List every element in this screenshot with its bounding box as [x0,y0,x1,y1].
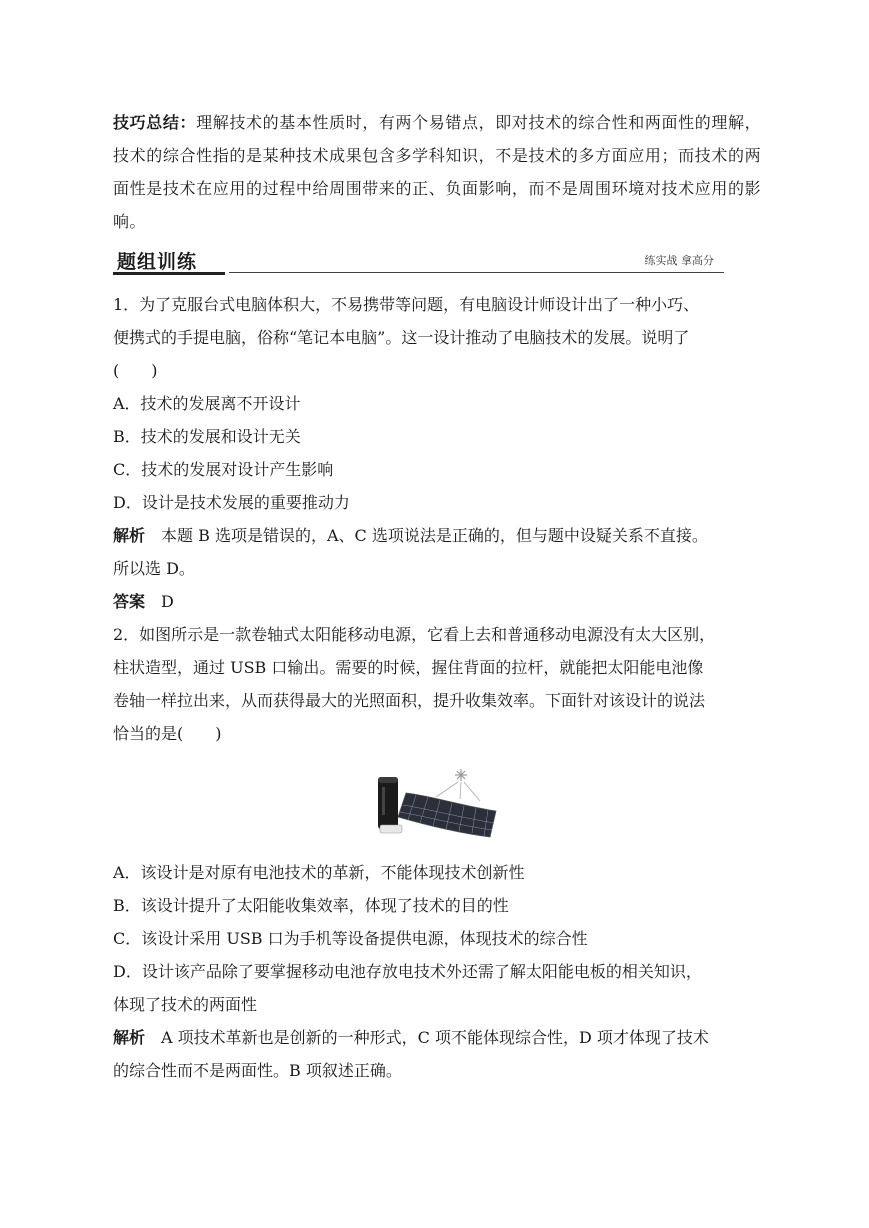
q2-option-b: B．该设计提升了太阳能收集效率，体现了技术的目的性 [113,896,509,915]
q1-analysis-label: 解析 [113,526,146,545]
q1-analysis-cont: 所以选 D。 [113,559,195,578]
section-subtitle: 练实战 拿高分 [644,254,714,267]
section-title-underline [113,272,225,275]
q1-stem-line: 1．为了克服台式电脑体积大，不易携带等问题，有电脑设计师设计出了一种小巧、 [113,295,700,314]
section-header [113,248,724,278]
q1-option-a: A．技术的发展离不开设计 [113,394,301,413]
power-bank-top [378,777,398,783]
q1-stem-line: ( ) [113,361,158,380]
sun-icon [455,769,467,781]
q1-analysis-text: 本题 B 选项是错误的，A、C 选项说法是正确的，但与题中设疑关系不直接。 [145,526,708,545]
solar-panel-shape [398,793,496,837]
section-rule [229,272,724,273]
q2-analysis-label: 解析 [113,1028,146,1047]
q1-answer-value: D [145,592,174,611]
q2-stem-line: 恰当的是( ) [113,724,222,743]
q2-stem-line: 卷轴一样拉出来，从而获得最大的光照面积，提升收集效率。下面针对该设计的说法 [113,691,706,710]
q2-option-d-cont: 体现了技术的两面性 [113,995,258,1014]
solar-power-bank-image [368,765,498,840]
power-bank-cap [380,825,402,833]
light-ray-icon [436,782,480,801]
q2-analysis-text: A 项技术革新也是创新的一种形式，C 项不能体现综合性，D 项才体现了技术 [145,1028,709,1047]
solar-power-bank-illustration [368,765,498,840]
q2-analysis [113,1021,761,1054]
q1-analysis [113,519,761,552]
question-2-options [113,856,761,1087]
tips-summary-text: 理解技术的基本性质时，有两个易错点，即对技术的综合性和两面性的理解，技术的综合性指的是某种技术成果包含多学科知识，不是技术的多方面应用；而技术的两面性是技术在应用的过程中给周围带来的正、负面影响，而不是周围环境对技术应用的影响。 [113,113,761,231]
power-bank-body [378,777,398,829]
q2-analysis-cont: 的综合性而不是两面性。B 项叙述正确。 [113,1061,402,1080]
section-title: 题组训练 [117,251,198,273]
power-bank-highlight [382,787,385,815]
q2-stem-line: 2．如图所示是一款卷轴式太阳能移动电源，它看上去和普通移动电源没有太大区别， [113,625,716,644]
q1-stem-line: 便携式的手提电脑，俗称“笔记本电脑”。这一设计推动了电脑技术的发展。说明了 [113,328,690,347]
q1-option-c: C．技术的发展对设计产生影响 [113,460,334,479]
q2-option-c: C．该设计采用 USB 口为手机等设备提供电源，体现技术的综合性 [113,929,588,948]
q1-answer [113,585,761,618]
q1-option-d: D．设计是技术发展的重要推动力 [113,493,350,512]
tips-summary [113,106,761,238]
q2-stem-line: 柱状造型，通过 USB 口输出。需要的时候，握住背面的拉杆，就能把太阳能电池像 [113,658,704,677]
question-2 [113,618,761,750]
q2-option-a: A．该设计是对原有电池技术的革新，不能体现技术创新性 [113,863,525,882]
question-1 [113,288,761,618]
q1-answer-label: 答案 [113,592,146,611]
q1-option-b: B．技术的发展和设计无关 [113,427,301,446]
tips-summary-label: 技巧总结： [113,113,197,132]
q2-option-d: D．设计该产品除了要掌握移动电池存放电技术外还需了解太阳能电板的相关知识， [113,962,702,981]
